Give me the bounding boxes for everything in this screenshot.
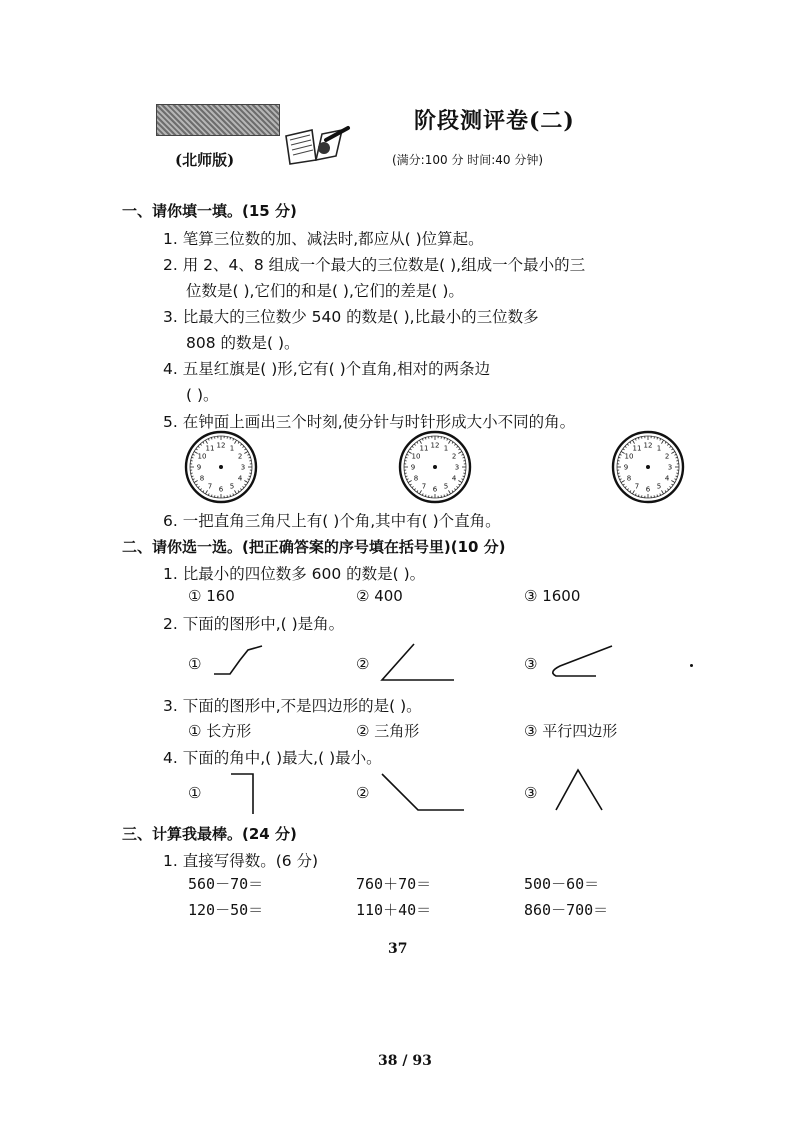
svg-text:4: 4 — [664, 474, 670, 483]
question-2-1-option-1: ① 160 — [188, 587, 235, 605]
question-2-2-option-1: ① — [188, 655, 202, 673]
svg-text:11: 11 — [632, 444, 642, 453]
question-2-1-option-2: ② 400 — [356, 587, 403, 605]
svg-text:4: 4 — [451, 474, 457, 483]
section-3-heading: 三、计算我最棒。(24 分) — [122, 825, 297, 843]
svg-text:11: 11 — [419, 444, 429, 453]
svg-text:9: 9 — [196, 463, 202, 472]
svg-text:3: 3 — [240, 463, 246, 472]
svg-text:8: 8 — [199, 474, 205, 483]
svg-text:11: 11 — [205, 444, 215, 453]
question-1-5: 5. 在钟面上画出三个时刻,使分针与时针形成大小不同的角。 — [163, 413, 576, 431]
question-2-3-option-2: ② 三角形 — [356, 722, 420, 740]
question-1-3-line2: 808 的数是( )。 — [186, 334, 300, 352]
question-2-4-option-2: ② — [356, 784, 370, 802]
clock-faces — [0, 0, 800, 520]
svg-text:6: 6 — [645, 485, 651, 494]
calc-problem: 760＋70＝ — [356, 875, 432, 893]
question-2-2-option-2: ② — [356, 655, 370, 673]
question-1-3-line1: 3. 比最大的三位数少 540 的数是( ),比最小的三位数多 — [163, 308, 539, 326]
svg-text:10: 10 — [411, 452, 421, 461]
shape-bent-line — [210, 640, 270, 680]
shape-angle — [378, 640, 458, 684]
svg-text:2: 2 — [664, 452, 670, 461]
question-2-4-option-3: ③ — [524, 784, 538, 802]
svg-text:7: 7 — [421, 482, 427, 491]
svg-text:12: 12 — [216, 441, 226, 450]
svg-text:2: 2 — [451, 452, 457, 461]
svg-text:3: 3 — [667, 463, 673, 472]
svg-text:12: 12 — [430, 441, 440, 450]
svg-text:5: 5 — [656, 482, 662, 491]
calc-problem: 120－50＝ — [188, 901, 264, 919]
svg-text:9: 9 — [410, 463, 416, 472]
shape-curved-angle — [546, 640, 616, 680]
question-1-4-line1: 4. 五星红旗是( )形,它有( )个直角,相对的两条边 — [163, 360, 491, 378]
angle-right — [225, 768, 265, 818]
svg-text:7: 7 — [634, 482, 640, 491]
question-1-2-line2: 位数是( ),它们的和是( ),它们的差是( )。 — [186, 282, 464, 300]
question-2-4-option-1: ① — [188, 784, 202, 802]
question-2-4: 4. 下面的角中,( )最大,( )最小。 — [163, 749, 382, 767]
svg-text:1: 1 — [443, 444, 449, 453]
question-1-4-line2: ( )。 — [186, 386, 219, 404]
question-1-1: 1. 笔算三位数的加、减法时,都应从( )位算起。 — [163, 230, 484, 248]
svg-text:5: 5 — [443, 482, 449, 491]
question-2-1-option-3: ③ 1600 — [524, 587, 581, 605]
angle-obtuse — [378, 770, 468, 816]
question-2-3-option-1: ① 长方形 — [188, 722, 252, 740]
question-2-3: 3. 下面的图形中,不是四边形的是( )。 — [163, 697, 422, 715]
question-2-1: 1. 比最小的四位数多 600 的数是( )。 — [163, 565, 426, 583]
stray-dot — [690, 664, 693, 667]
svg-text:2: 2 — [237, 452, 243, 461]
exam-meta: (满分:100 分 时间:40 分钟) — [392, 153, 544, 167]
svg-text:6: 6 — [218, 485, 224, 494]
svg-text:4: 4 — [237, 474, 243, 483]
question-1-6: 6. 一把直角三角尺上有( )个角,其中有( )个直角。 — [163, 512, 501, 530]
edition-label: (北师版) — [175, 151, 235, 169]
question-2-2-option-3: ③ — [524, 655, 538, 673]
calc-problem: 560－70＝ — [188, 875, 264, 893]
section-2-heading: 二、请你选一选。(把正确答案的序号填在括号里)(10 分) — [122, 538, 506, 556]
svg-text:7: 7 — [207, 482, 213, 491]
svg-text:8: 8 — [413, 474, 419, 483]
question-3-1: 1. 直接写得数。(6 分) — [163, 852, 319, 870]
svg-text:5: 5 — [229, 482, 235, 491]
page-counter: 38 / 93 — [378, 1053, 432, 1069]
angle-acute — [552, 764, 612, 814]
svg-text:10: 10 — [197, 452, 207, 461]
clock-face-icon — [613, 432, 683, 502]
svg-text:6: 6 — [432, 485, 438, 494]
section-1-heading: 一、请你填一填。(15 分) — [122, 202, 297, 220]
question-1-2-line1: 2. 用 2、4、8 组成一个最大的三位数是( ),组成一个最小的三 — [163, 256, 586, 274]
question-2-2: 2. 下面的图形中,( )是角。 — [163, 615, 345, 633]
svg-text:1: 1 — [229, 444, 235, 453]
svg-text:3: 3 — [454, 463, 460, 472]
calc-problem: 500－60＝ — [524, 875, 600, 893]
clock-face-icon — [400, 432, 470, 502]
calc-problem: 860－700＝ — [524, 901, 609, 919]
svg-text:10: 10 — [624, 452, 634, 461]
clock-face-icon — [186, 432, 256, 502]
page-number: 37 — [388, 941, 408, 957]
svg-text:1: 1 — [656, 444, 662, 453]
question-2-3-option-3: ③ 平行四边形 — [524, 722, 618, 740]
svg-text:9: 9 — [623, 463, 629, 472]
svg-text:8: 8 — [626, 474, 632, 483]
svg-text:12: 12 — [643, 441, 653, 450]
calc-problem: 110＋40＝ — [356, 901, 432, 919]
page-title: 阶段测评卷(二) — [414, 108, 575, 134]
